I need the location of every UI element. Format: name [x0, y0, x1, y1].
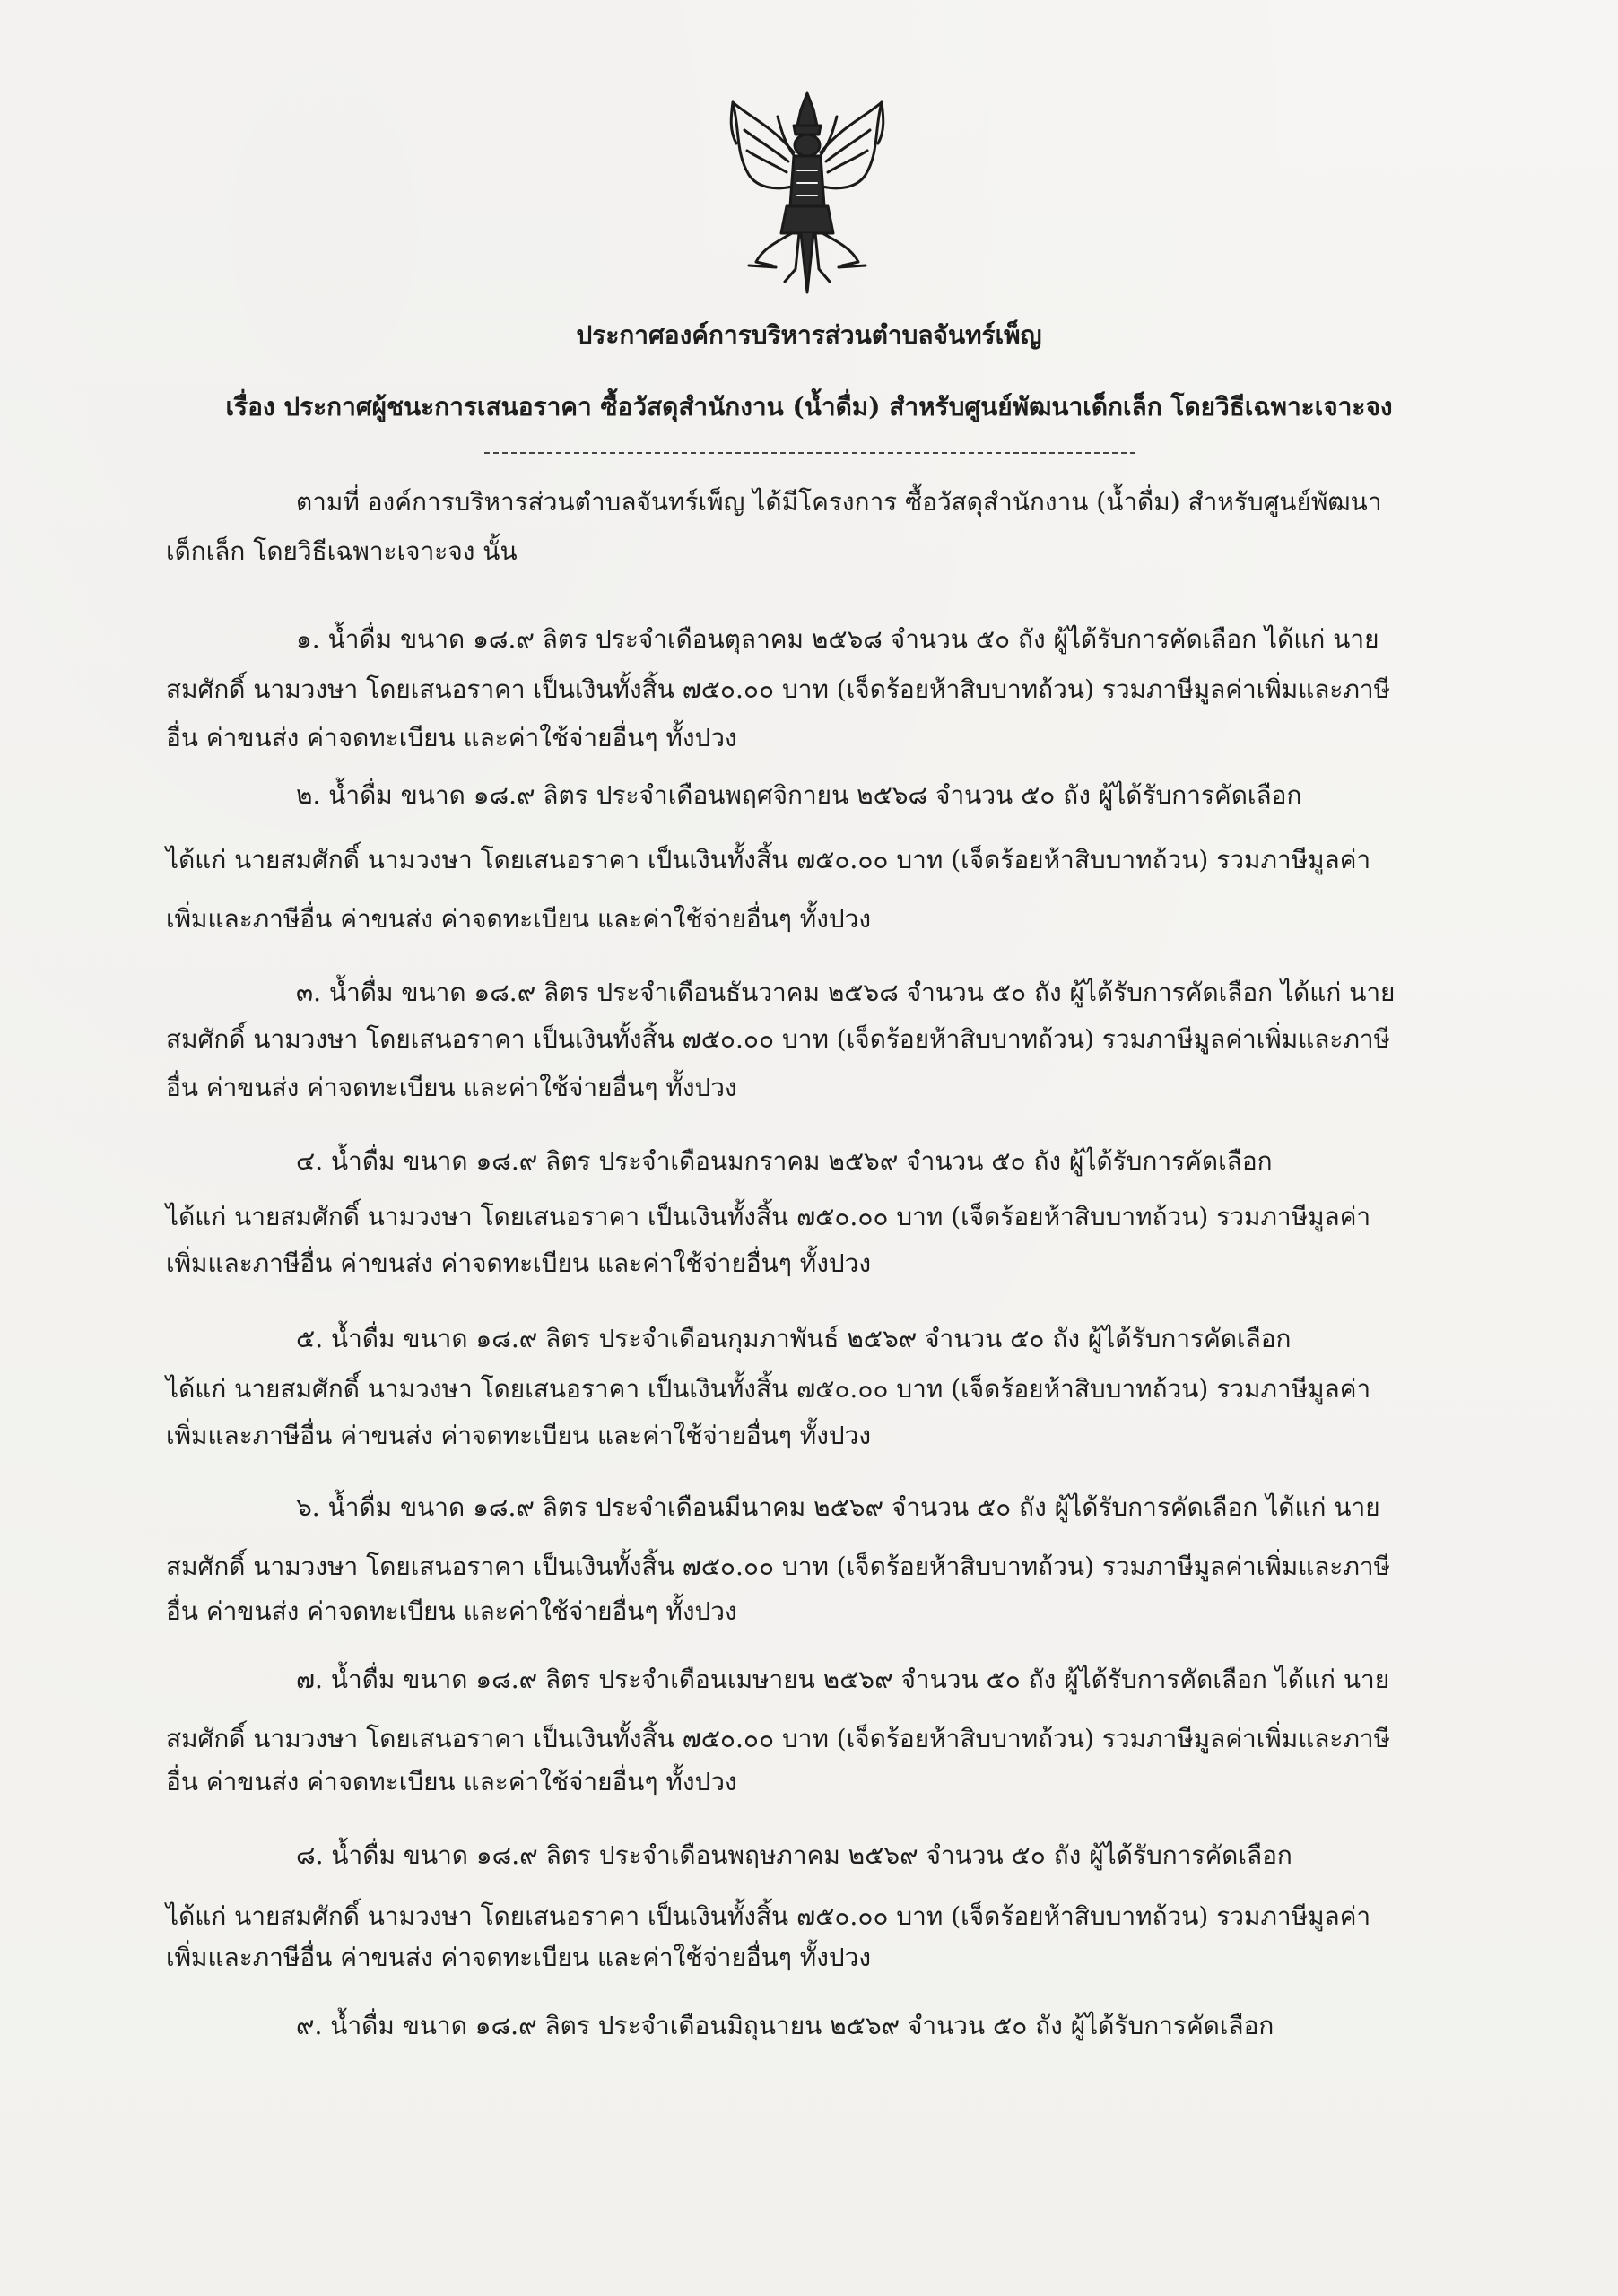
item-line: ๒. น้ำดื่ม ขนาด ๑๘.๙ ลิตร ประจำเดือนพฤศจิกายน ๒๕๖๘ จำนวน ๕๐ ถัง ผู้ได้รับการคัดเลือก [296, 780, 1302, 810]
item-line: เพิ่มและภาษีอื่น ค่าขนส่ง ค่าจดทะเบียน และค่าใช้จ่ายอื่นๆ ทั้งปวง [166, 1248, 872, 1278]
item-line: ได้แก่ นายสมศักดิ์ นามวงษา โดยเสนอราคา เป็นเงินทั้งสิ้น ๗๕๐.๐๐ บาท (เจ็ดร้อยห้าสิบบาทถ้วน) รวมภาษีมูลค่า [166, 1202, 1371, 1231]
item-line: อื่น ค่าขนส่ง ค่าจดทะเบียน และค่าใช้จ่ายอื่นๆ ทั้งปวง [166, 1073, 737, 1102]
item-line: ได้แก่ นายสมศักดิ์ นามวงษา โดยเสนอราคา เป็นเงินทั้งสิ้น ๗๕๐.๐๐ บาท (เจ็ดร้อยห้าสิบบาทถ้วน) รวมภาษีมูลค่า [166, 1901, 1371, 1931]
item-line: อื่น ค่าขนส่ง ค่าจดทะเบียน และค่าใช้จ่ายอื่นๆ ทั้งปวง [166, 1596, 737, 1626]
item-line: ๕. น้ำดื่ม ขนาด ๑๘.๙ ลิตร ประจำเดือนกุมภาพันธ์ ๒๕๖๙ จำนวน ๕๐ ถัง ผู้ได้รับการคัดเลือก [296, 1324, 1292, 1353]
item-line: สมศักดิ์ นามวงษา โดยเสนอราคา เป็นเงินทั้งสิ้น ๗๕๐.๐๐ บาท (เจ็ดร้อยห้าสิบบาทถ้วน) รวมภาษีมูลค่าเพิ่มและภาษี [166, 1724, 1391, 1753]
item-line: สมศักดิ์ นามวงษา โดยเสนอราคา เป็นเงินทั้งสิ้น ๗๕๐.๐๐ บาท (เจ็ดร้อยห้าสิบบาทถ้วน) รวมภาษีมูลค่าเพิ่มและภาษี [166, 1024, 1391, 1054]
announcement-title: ประกาศองค์การบริหารส่วนตำบลจันทร์เพ็ญ [576, 320, 1042, 350]
item-line: ๗. น้ำดื่ม ขนาด ๑๘.๙ ลิตร ประจำเดือนเมษายน ๒๕๖๙ จำนวน ๕๐ ถัง ผู้ได้รับการคัดเลือก ได้แก่ นาย [296, 1665, 1390, 1694]
item-line: เพิ่มและภาษีอื่น ค่าขนส่ง ค่าจดทะเบียน และค่าใช้จ่ายอื่นๆ ทั้งปวง [166, 1421, 872, 1450]
item-line: เพิ่มและภาษีอื่น ค่าขนส่ง ค่าจดทะเบียน และค่าใช้จ่ายอื่นๆ ทั้งปวง [166, 904, 872, 934]
item-line: ๘. น้ำดื่ม ขนาด ๑๘.๙ ลิตร ประจำเดือนพฤษภาคม ๒๕๖๙ จำนวน ๕๐ ถัง ผู้ได้รับการคัดเลือก [296, 1840, 1292, 1870]
item-line: สมศักดิ์ นามวงษา โดยเสนอราคา เป็นเงินทั้งสิ้น ๗๕๐.๐๐ บาท (เจ็ดร้อยห้าสิบบาทถ้วน) รวมภาษีมูลค่าเพิ่มและภาษี [166, 674, 1391, 704]
intro-line: เด็กเล็ก โดยวิธีเฉพาะเจาะจง นั้น [166, 536, 518, 566]
dashed-divider [484, 452, 1135, 454]
item-line: ได้แก่ นายสมศักดิ์ นามวงษา โดยเสนอราคา เป็นเงินทั้งสิ้น ๗๕๐.๐๐ บาท (เจ็ดร้อยห้าสิบบาทถ้วน) รวมภาษีมูลค่า [166, 1374, 1371, 1404]
item-line: สมศักดิ์ นามวงษา โดยเสนอราคา เป็นเงินทั้งสิ้น ๗๕๐.๐๐ บาท (เจ็ดร้อยห้าสิบบาทถ้วน) รวมภาษีมูลค่าเพิ่มและภาษี [166, 1552, 1391, 1581]
item-line: ได้แก่ นายสมศักดิ์ นามวงษา โดยเสนอราคา เป็นเงินทั้งสิ้น ๗๕๐.๐๐ บาท (เจ็ดร้อยห้าสิบบาทถ้วน) รวมภาษีมูลค่า [166, 845, 1371, 874]
item-line: ๑. น้ำดื่ม ขนาด ๑๘.๙ ลิตร ประจำเดือนตุลาคม ๒๕๖๘ จำนวน ๕๐ ถัง ผู้ได้รับการคัดเลือก ได้แก่ นาย [296, 624, 1379, 654]
intro-line: ตามที่ องค์การบริหารส่วนตำบลจันทร์เพ็ญ ได้มีโครงการ ซื้อวัสดุสำนักงาน (น้ำดื่ม) สำหรับศูนย์พัฒนา [296, 487, 1382, 517]
item-line: อื่น ค่าขนส่ง ค่าจดทะเบียน และค่าใช้จ่ายอื่นๆ ทั้งปวง [166, 1767, 737, 1796]
item-line: ๖. น้ำดื่ม ขนาด ๑๘.๙ ลิตร ประจำเดือนมีนาคม ๒๕๖๙ จำนวน ๕๐ ถัง ผู้ได้รับการคัดเลือก ได้แก่ นาย [296, 1492, 1380, 1522]
item-line: เพิ่มและภาษีอื่น ค่าขนส่ง ค่าจดทะเบียน และค่าใช้จ่ายอื่นๆ ทั้งปวง [166, 1943, 872, 1972]
garuda-emblem-icon [722, 90, 892, 296]
item-line: อื่น ค่าขนส่ง ค่าจดทะเบียน และค่าใช้จ่ายอื่นๆ ทั้งปวง [166, 723, 737, 752]
item-line: ๔. น้ำดื่ม ขนาด ๑๘.๙ ลิตร ประจำเดือนมกราคม ๒๕๖๙ จำนวน ๕๐ ถัง ผู้ได้รับการคัดเลือก [296, 1146, 1273, 1176]
item-line: ๓. น้ำดื่ม ขนาด ๑๘.๙ ลิตร ประจำเดือนธันวาคม ๒๕๖๘ จำนวน ๕๐ ถัง ผู้ได้รับการคัดเลือก ได้แก่ นาย [296, 978, 1396, 1007]
announcement-subject: เรื่อง ประกาศผู้ชนะการเสนอราคา ซื้อวัสดุสำนักงาน (น้ำดื่ม) สำหรับศูนย์พัฒนาเด็กเล็ก โดยวิธีเฉพาะเจาะจง [225, 392, 1393, 422]
item-line: ๙. น้ำดื่ม ขนาด ๑๘.๙ ลิตร ประจำเดือนมิถุนายน ๒๕๖๙ จำนวน ๕๐ ถัง ผู้ได้รับการคัดเลือก [296, 2011, 1274, 2040]
